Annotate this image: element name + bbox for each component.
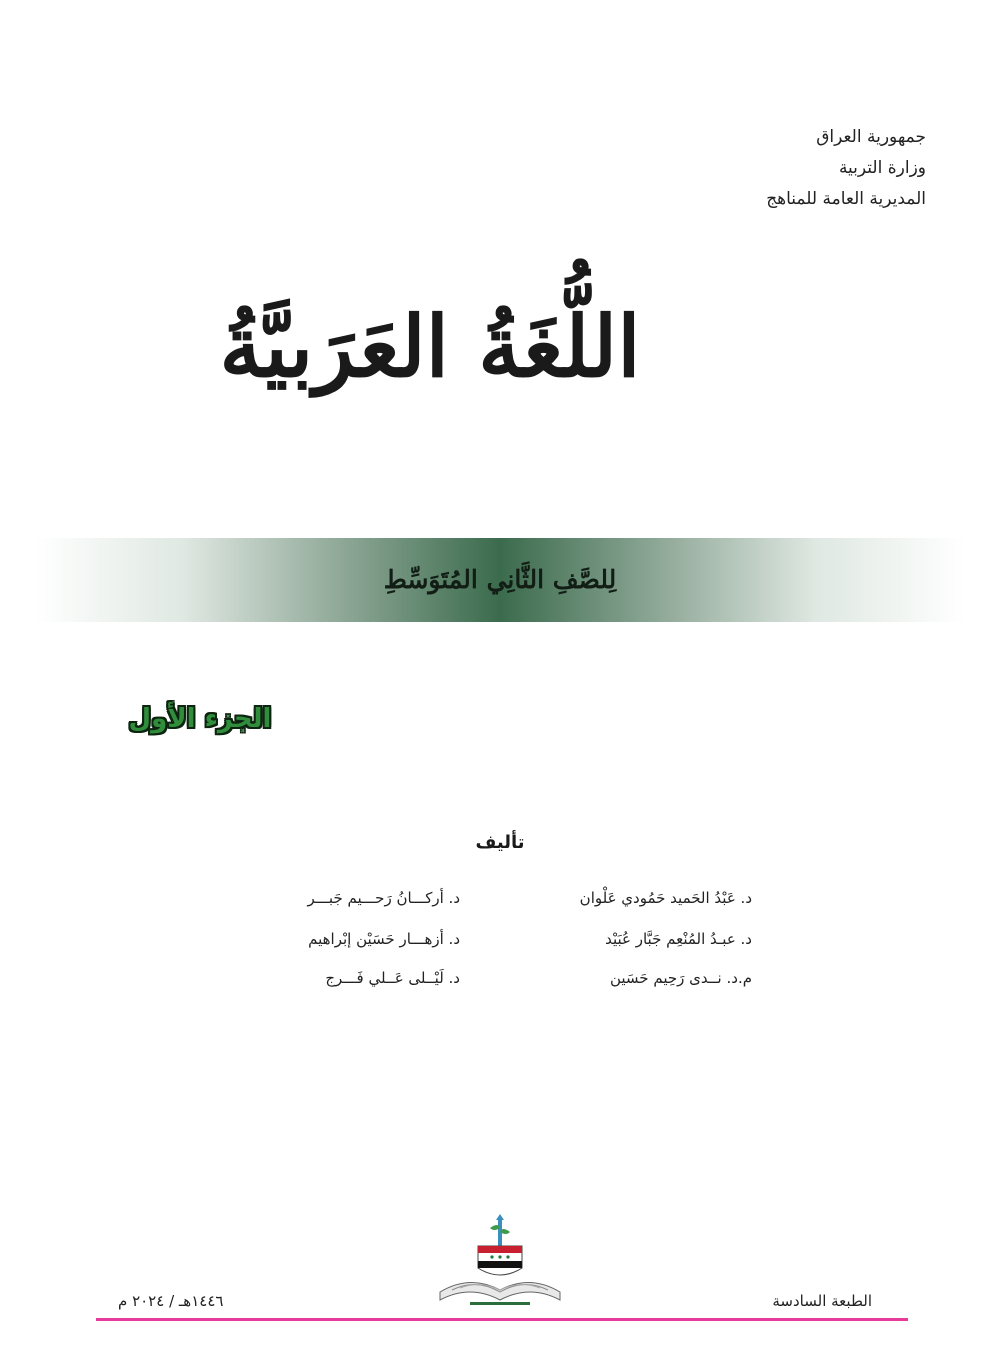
author-right-2: د. عبـدُ المُنْعِم جَبَّار عُبَيْد — [605, 930, 752, 948]
author-right-3: م.د. نــدى رَحِيم حَسَين — [609, 969, 752, 987]
author-right-1: د. عَبْدُ الحَميد حَمُودي عَلْوان — [579, 889, 752, 907]
part-label: الجزء الأول — [128, 704, 272, 734]
footer-rule — [96, 1318, 908, 1321]
edition-label: الطبعة السادسة — [772, 1292, 872, 1310]
author-left-1: د. أركـــانُ رَحـــيم جَبـــر — [307, 889, 460, 907]
header-line-ministry: وزارة التربية — [838, 158, 926, 178]
author-left-3: د. لَيْــلى عَــلي فَـــرج — [325, 969, 460, 987]
grade-label: لِلصَّفِ الثَّانِي المُتَوَسِّطِ — [383, 565, 617, 594]
header-line-republic: جمهورية العراق — [816, 127, 926, 147]
ministry-header — [606, 122, 926, 215]
authorship-label: تأليف — [475, 832, 525, 853]
book-title: اللُّغَةُ العَرَبيَّةُ — [219, 297, 641, 396]
header-line-directorate: المديرية العامة للمناهج — [766, 189, 926, 209]
publication-date: ١٤٤٦هـ / ٢٠٢٤ م — [118, 1292, 224, 1310]
author-left-2: د. أزهـــار حَسَيْن إبْراهيم — [308, 930, 460, 948]
education-ministry-emblem-icon — [430, 1210, 570, 1310]
